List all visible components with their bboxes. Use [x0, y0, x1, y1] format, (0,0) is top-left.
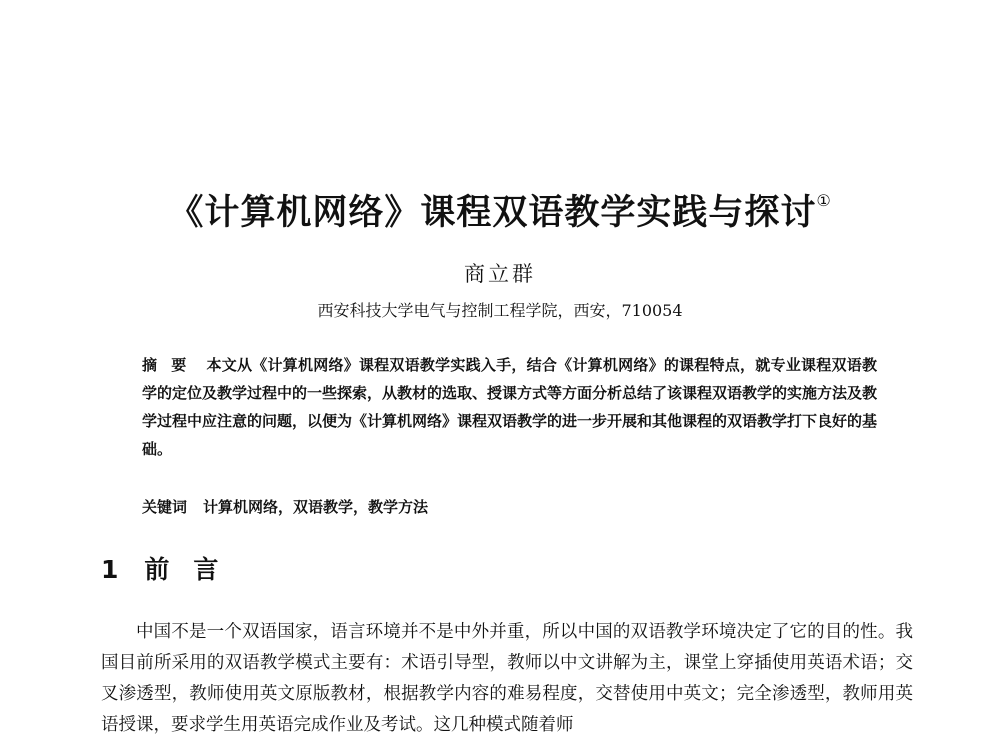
title-footnote-mark: ①	[816, 191, 832, 210]
section-heading	[101, 550, 242, 586]
author-name: 商立群	[464, 262, 536, 286]
author-affiliation: 西安科技大学电气与控制工程学院，西安，710054	[317, 301, 683, 320]
abstract-label: 摘要	[142, 356, 201, 374]
body-paragraph: 中国不是一个双语国家，语言环境并不是中外并重，所以中国的双语教学环境决定了它的目的性。我国目前所采用的双语教学模式主要有：术语引导型，教师以中文讲解为主，课堂上穿插使用英语术语；交叉渗透型，教师使用英文原版教材，根据教学内容的难易程度，交替使用中英文；完全渗透型，教师用英语授课，要求学生用英语完成作业及考试。这几种模式随着师	[101, 622, 913, 735]
abstract	[142, 351, 877, 463]
section-number: 1	[101, 555, 119, 584]
keywords-text: 计算机网络，双语教学，教学方法	[203, 498, 429, 516]
title-text: 《计算机网络》课程双语教学实践与探讨	[168, 193, 817, 233]
abstract-text: 本文从《计算机网络》课程双语教学实践入手，结合《计算机网络》的课程特点，就专业课程双语教学的定位及教学过程中的一些探索，从教材的选取、授课方式等方面分析总结了该课程双语教学的实施方法及教学过程中应注意的问题，以便为《计算机网络》课程双语教学的进一步开展和其他课程的双语教学打下良好的基础。	[142, 356, 878, 458]
keywords-label: 关键词	[142, 498, 188, 516]
keywords	[142, 496, 877, 517]
paper-title	[0, 185, 1000, 235]
section-title: 前言	[144, 555, 243, 584]
